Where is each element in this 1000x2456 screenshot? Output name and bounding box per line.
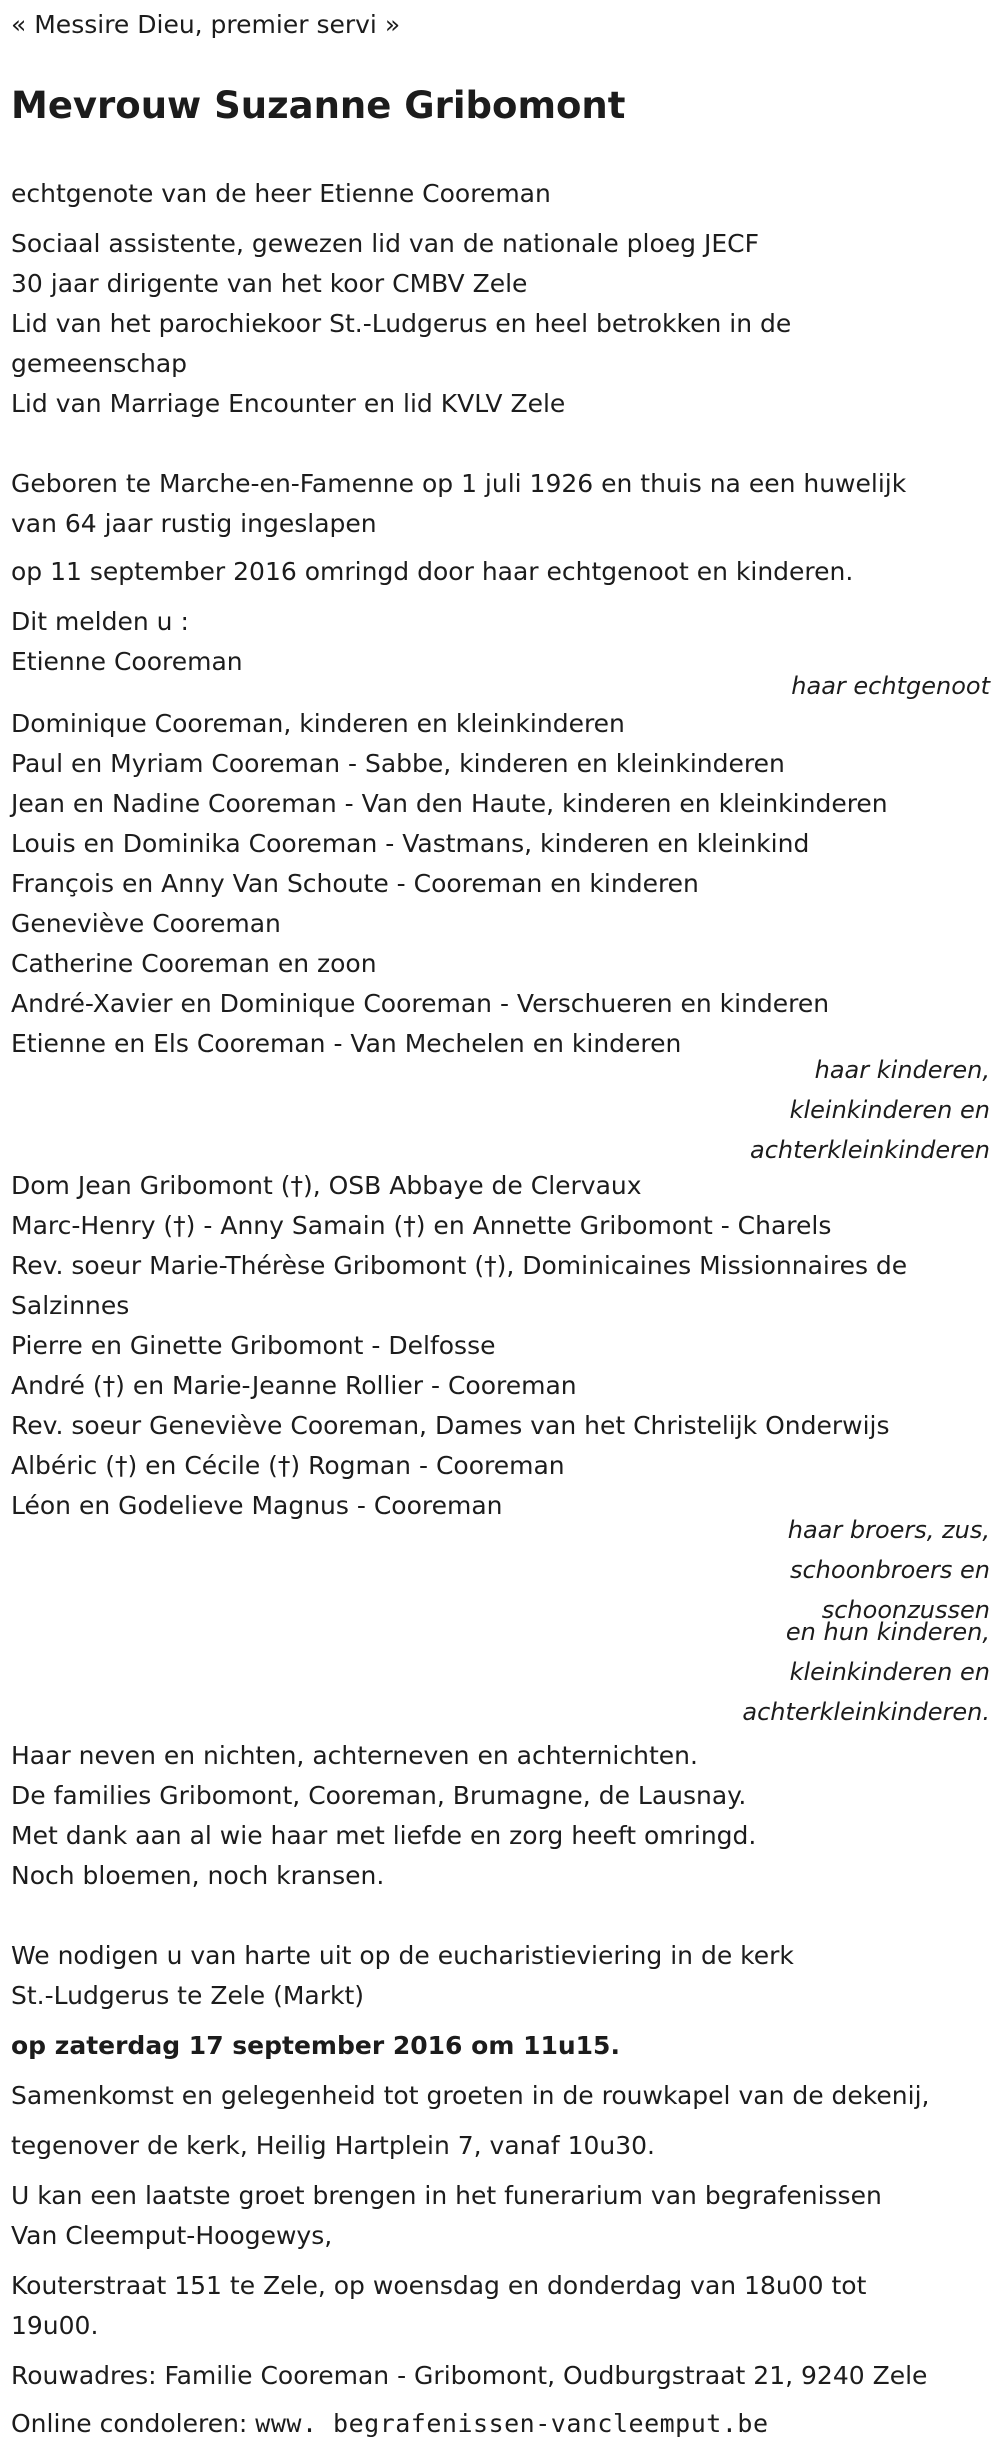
husband-note: haar echtgenoot [791, 672, 990, 700]
sibling-line: Salzinnes [11, 1291, 130, 1320]
birth-line: van 64 jaar rustig ingeslapen [11, 509, 377, 538]
service-invite-line: We nodigen u van harte uit op de eucharistieviering in de kerk [11, 1941, 794, 1970]
child-line: Paul en Myriam Cooreman - Sabbe, kinderen en kleinkinderen [11, 749, 785, 778]
service-date: op zaterdag 17 september 2016 om 11u15. [11, 2031, 620, 2060]
sibling-line: André (†) en Marie-Jeanne Rollier - Cooreman [11, 1371, 577, 1400]
husband-name: Etienne Cooreman [11, 647, 243, 676]
gathering-location: tegenover de kerk, Heilig Hartplein 7, vanaf 10u30. [11, 2131, 655, 2160]
condolences-link[interactable]: www. begrafenissen-vancleemput.be [255, 2409, 769, 2438]
sibling-line: Rev. soeur Marie-Thérèse Gribomont (†), Dominicaines Missionnaires de [11, 1251, 908, 1280]
farewell-line: U kan een laatste groet brengen in het funerarium van begrafenissen [11, 2181, 882, 2210]
siblings-note: kleinkinderen en [789, 1658, 990, 1686]
siblings-note: en hun kinderen, [785, 1618, 990, 1646]
motto: « Messire Dieu, premier servi » [11, 10, 401, 39]
sibling-line: Dom Jean Gribomont (†), OSB Abbaye de Clervaux [11, 1171, 642, 1200]
farewell-time-line: Kouterstraat 151 te Zele, op woensdag en donderdag van 18u00 tot [11, 2271, 867, 2300]
condolences-label: Online condoleren: [11, 2409, 256, 2438]
children-note: kleinkinderen en [789, 1096, 990, 1124]
sibling-line: Albéric (†) en Cécile (†) Rogman - Cooreman [11, 1451, 565, 1480]
child-line: Etienne en Els Cooreman - Van Mechelen en kinderen [11, 1029, 682, 1058]
birth-line: Geboren te Marche-en-Famenne op 1 juli 1926 en thuis na een huwelijk [11, 469, 907, 498]
farewell-time-line: 19u00. [11, 2311, 99, 2340]
children-note: achterkleinkinderen [750, 1136, 990, 1164]
child-line: Jean en Nadine Cooreman - Van den Haute, kinderen en kleinkinderen [11, 789, 888, 818]
mourning-address: Rouwadres: Familie Cooreman - Gribomont, Oudburgstraat 21, 9240 Zele [11, 2361, 928, 2390]
death-line: op 11 september 2016 omringd door haar echtgenoot en kinderen. [11, 557, 854, 586]
child-line: Dominique Cooreman, kinderen en kleinkinderen [11, 709, 625, 738]
siblings-note: haar broers, zus, [787, 1516, 990, 1544]
other-relatives-line: Haar neven en nichten, achterneven en achternichten. [11, 1741, 698, 1770]
children-note: haar kinderen, [814, 1056, 990, 1084]
sibling-line: Rev. soeur Geneviève Cooreman, Dames van het Christelijk Onderwijs [11, 1411, 890, 1440]
spouse-line: echtgenote van de heer Etienne Cooreman [11, 179, 551, 208]
role-line: Lid van Marriage Encounter en lid KVLV Zele [11, 389, 566, 418]
sibling-line: Pierre en Ginette Gribomont - Delfosse [11, 1331, 496, 1360]
child-line: Louis en Dominika Cooreman - Vastmans, kinderen en kleinkind [11, 829, 810, 858]
sibling-line: Marc-Henry (†) - Anny Samain (†) en Annette Gribomont - Charels [11, 1211, 832, 1240]
other-relatives-line: De families Gribomont, Cooreman, Brumagne, de Lausnay. [11, 1781, 747, 1810]
child-line: François en Anny Van Schoute - Cooreman en kinderen [11, 869, 699, 898]
siblings-note: achterkleinkinderen. [742, 1698, 990, 1726]
announce-heading: Dit melden u : [11, 607, 189, 636]
child-line: André-Xavier en Dominique Cooreman - Verschueren en kinderen [11, 989, 830, 1018]
siblings-note: schoonzussen [821, 1596, 990, 1624]
online-condolences [11, 2404, 769, 2444]
service-invite-line: St.-Ludgerus te Zele (Markt) [11, 1981, 365, 2010]
child-line: Catherine Cooreman en zoon [11, 949, 377, 978]
other-relatives-line: Noch bloemen, noch kransen. [11, 1861, 385, 1890]
role-line: 30 jaar dirigente van het koor CMBV Zele [11, 269, 528, 298]
role-line: Sociaal assistente, gewezen lid van de nationale ploeg JECF [11, 229, 759, 258]
role-line: gemeenschap [11, 349, 188, 378]
gathering-line: Samenkomst en gelegenheid tot groeten in de rouwkapel van de dekenij, [11, 2081, 930, 2110]
other-relatives-line: Met dank aan al wie haar met liefde en zorg heeft omringd. [11, 1821, 757, 1850]
deceased-name: Mevrouw Suzanne Gribomont [11, 84, 626, 127]
farewell-line: Van Cleemput-Hoogewys, [11, 2221, 333, 2250]
siblings-note: schoonbroers en [789, 1556, 990, 1584]
role-line: Lid van het parochiekoor St.-Ludgerus en heel betrokken in de [11, 309, 792, 338]
child-line: Geneviève Cooreman [11, 909, 281, 938]
sibling-line: Léon en Godelieve Magnus - Cooreman [11, 1491, 503, 1520]
